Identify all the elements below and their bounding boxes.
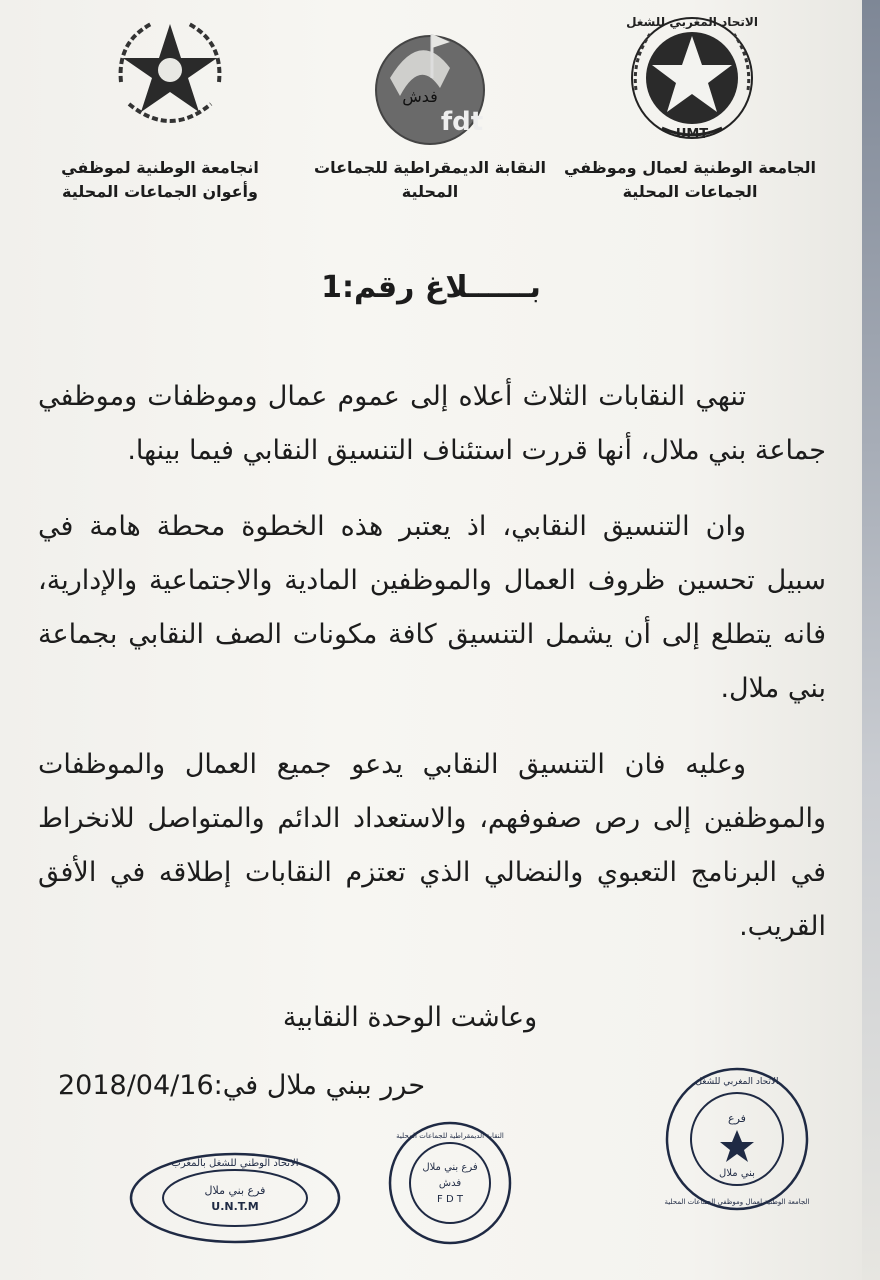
date-label: حرر ببني ملال في: (213, 1070, 426, 1101)
org-name-umt (560, 156, 820, 204)
paragraph-2: وان التنسيق النقابي، اذ يعتبر هذه الخطوة محطة هامة في سبيل تحسين ظروف العمال والموظفين المادية والاجتماعية والإدارية، فانه يتطلع إلى أن يشمل التنسيق كافة مكونات الصف النقابي بجماعة بني ملال. (38, 511, 826, 704)
org-name-fdt-line2: المحلية (401, 182, 459, 201)
untm-stamp-line2: U.N.T.M (211, 1200, 259, 1213)
document-body (38, 370, 826, 976)
untm-logo (105, 12, 235, 142)
date-line (58, 1070, 425, 1101)
umt-stamp-line2: بني ملال (719, 1168, 755, 1179)
fdt-logo-abbr: fdt (440, 107, 484, 137)
org-name-fdt (300, 156, 560, 204)
org-name-untm-line1: انجامعة الوطنية لموظفي (61, 158, 259, 177)
page-edge-shadow (862, 0, 880, 1280)
umt-stamp-line1: فرع (728, 1112, 746, 1125)
umt-stamp-ring: الجامعة الوطنية لعمال وموظفي الجماعات المحلية (664, 1198, 810, 1206)
paragraph-3: وعليه فان التنسيق النقابي يدعو جميع العمال والموظفات والموظفين إلى رص صفوفهم، والاستعداد الدائم والمتواصل للانخراط في البرنامج التعبوي والنضالي الذي تعتزم النقابات إطلاقه في الأفق القريب. (38, 749, 826, 942)
umt-stamp (662, 1064, 812, 1214)
date-value: 2018/04/16 (58, 1070, 214, 1101)
fdt-logo-ring-text: فدش (402, 87, 438, 106)
untm-stamp-ring: الاتحاد الوطني للشغل بالمغرب (171, 1158, 299, 1169)
org-name-umt-line1: الجامعة الوطنية لعمال وموظفي (563, 158, 817, 177)
closing-slogan: وعاشت الوحدة النقابية (282, 1002, 538, 1033)
fdt-stamp-line1: فرع بني ملال (422, 1162, 478, 1173)
org-name-untm (30, 156, 290, 204)
paragraph-1: تنهي النقابات الثلاث أعلاه إلى عموم عمال وموظفات وموظفي جماعة بني ملال، أنها قررت استئناف التنسيق النقابي فيما بينها. (38, 381, 826, 466)
fdt-stamp-line3: F D T (437, 1194, 463, 1205)
org-name-fdt-line1: النقابة الديمقراطية للجماعات (314, 158, 546, 177)
untm-stamp (125, 1148, 345, 1248)
umt-logo-ring-text: الاتحاد المغربي للشغل (626, 15, 758, 29)
fdt-stamp-line2: فدش (438, 1178, 462, 1189)
document-title: بــــــلاغ رقم:1 (321, 270, 541, 305)
fdt-stamp (385, 1118, 515, 1248)
untm-stamp-line1: فرع بني ملال (204, 1184, 266, 1197)
umt-logo (622, 10, 762, 150)
fdt-stamp-ring: النقابة الديمقراطية للجماعات المحلية (396, 1132, 504, 1140)
org-name-untm-line2: وأعوان الجماعات المحلية (62, 182, 258, 201)
org-name-umt-line2: الجماعات المحلية (622, 182, 758, 201)
fdt-logo (350, 18, 500, 148)
umt-logo-abbr: UMT (675, 127, 709, 142)
umt-stamp-top: الاتحاد المغربي للشغل (695, 1077, 779, 1087)
